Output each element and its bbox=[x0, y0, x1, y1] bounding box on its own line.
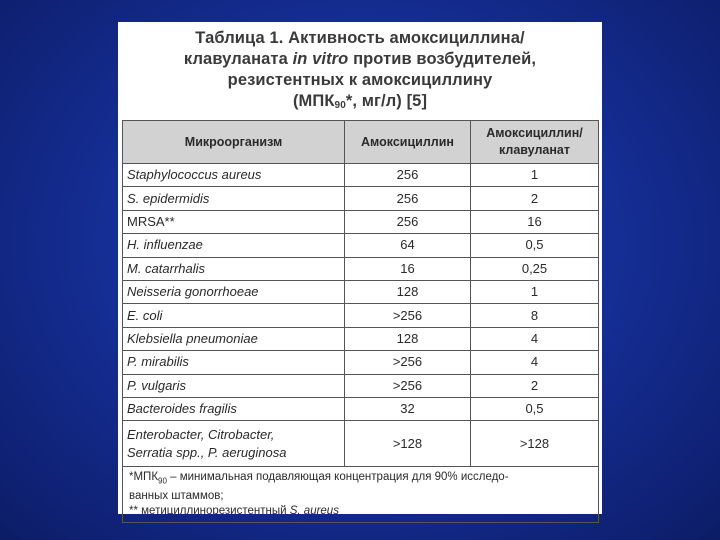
header-amoxicillin: Амоксициллин bbox=[345, 121, 471, 164]
organism-cell: Klebsiella pneumoniae bbox=[123, 327, 345, 350]
amox-clav-cell: 4 bbox=[471, 327, 599, 350]
table-row bbox=[123, 210, 599, 233]
title-line-2-italic: in vitro bbox=[292, 50, 349, 68]
amox-clav-cell: 2 bbox=[471, 374, 599, 397]
organism-cell: P. mirabilis bbox=[123, 351, 345, 374]
amox-clav-cell: 1 bbox=[471, 164, 599, 187]
title-line-2b: против возбудителей, bbox=[353, 50, 537, 68]
header-amox-clav: Амоксициллин/ клавуланат bbox=[471, 121, 599, 164]
title-mic-subscript: 90 bbox=[334, 100, 346, 111]
organism-cell: Bacteroides fragilis bbox=[123, 397, 345, 420]
table-image bbox=[118, 22, 602, 517]
amox-clav-cell: 4 bbox=[471, 351, 599, 374]
footnote-mrsa-italic: S. aureus bbox=[289, 504, 339, 517]
amox-cell: >256 bbox=[345, 351, 471, 374]
footnote-mic-text: – минимальная подавляющая концентрация для 90% исследо- bbox=[166, 471, 509, 484]
amox-cell: 128 bbox=[345, 280, 471, 303]
footnote-mic-prefix: *МПК bbox=[129, 471, 159, 484]
amox-clav-cell: 8 bbox=[471, 304, 599, 327]
table-row bbox=[123, 327, 599, 350]
organism-line-1: Enterobacter, Citrobacter, bbox=[127, 426, 275, 442]
amox-cell: 256 bbox=[345, 187, 471, 210]
table-header-row bbox=[123, 121, 599, 164]
amox-clav-cell: 2 bbox=[471, 187, 599, 210]
table-row bbox=[123, 164, 599, 187]
organism-cell: Neisseria gonorrhoeae bbox=[123, 280, 345, 303]
footnote-mic-subscript: 90 bbox=[158, 476, 167, 486]
table-row bbox=[123, 257, 599, 280]
organism-cell: S. epidermidis bbox=[123, 187, 345, 210]
amox-clav-cell: 0,5 bbox=[471, 234, 599, 257]
table-row bbox=[123, 397, 599, 420]
table-row bbox=[123, 234, 599, 257]
amox-clav-cell: >128 bbox=[471, 421, 599, 467]
footnote-mrsa bbox=[129, 504, 592, 519]
organism-line-2: Serratia spp., P. aeruginosa bbox=[127, 444, 287, 460]
amox-cell: >256 bbox=[345, 374, 471, 397]
amox-clav-cell: 1 bbox=[471, 280, 599, 303]
amox-cell: >256 bbox=[345, 304, 471, 327]
organism-cell: P. vulgaris bbox=[123, 374, 345, 397]
table-row bbox=[123, 187, 599, 210]
amox-cell: 128 bbox=[345, 327, 471, 350]
footnote-mrsa-text: ** метициллинорезистентный bbox=[129, 504, 290, 517]
amox-clav-cell: 0,5 bbox=[471, 397, 599, 420]
amox-cell: 256 bbox=[345, 210, 471, 233]
title-line-1: Таблица 1. Активность амоксициллина/ bbox=[195, 29, 525, 47]
amox-cell: 32 bbox=[345, 397, 471, 420]
table-row bbox=[123, 304, 599, 327]
table-row bbox=[123, 280, 599, 303]
organism-cell: E. coli bbox=[123, 304, 345, 327]
footnote-row bbox=[123, 467, 599, 522]
footnote-cell bbox=[123, 467, 599, 522]
title-line-2a: клавуланата bbox=[183, 50, 288, 68]
footnote-mic-cont: ванных штаммов; bbox=[129, 489, 224, 502]
amox-clav-cell: 16 bbox=[471, 210, 599, 233]
amox-cell: >128 bbox=[345, 421, 471, 467]
organism-cell: Staphylococcus aureus bbox=[123, 164, 345, 187]
organism-cell bbox=[123, 421, 345, 467]
header-organism: Микроорганизм bbox=[123, 121, 345, 164]
title-line-4a: (МПК bbox=[292, 92, 335, 110]
organism-cell: H. influenzae bbox=[123, 234, 345, 257]
amox-clav-cell: 0,25 bbox=[471, 257, 599, 280]
amox-cell: 256 bbox=[345, 164, 471, 187]
table-row bbox=[123, 374, 599, 397]
title-line-3: резистентных к амоксициллину bbox=[227, 71, 493, 89]
title-line-4b: *, мг/л) [5] bbox=[345, 92, 428, 110]
amox-cell: 16 bbox=[345, 257, 471, 280]
footnote-mic bbox=[129, 470, 592, 488]
amox-cell: 64 bbox=[345, 234, 471, 257]
organism-cell: M. catarrhalis bbox=[123, 257, 345, 280]
table-row bbox=[123, 351, 599, 374]
mic-table bbox=[122, 120, 599, 523]
table-title bbox=[122, 28, 598, 120]
table-row bbox=[123, 421, 599, 467]
organism-cell: MRSA** bbox=[123, 210, 345, 233]
